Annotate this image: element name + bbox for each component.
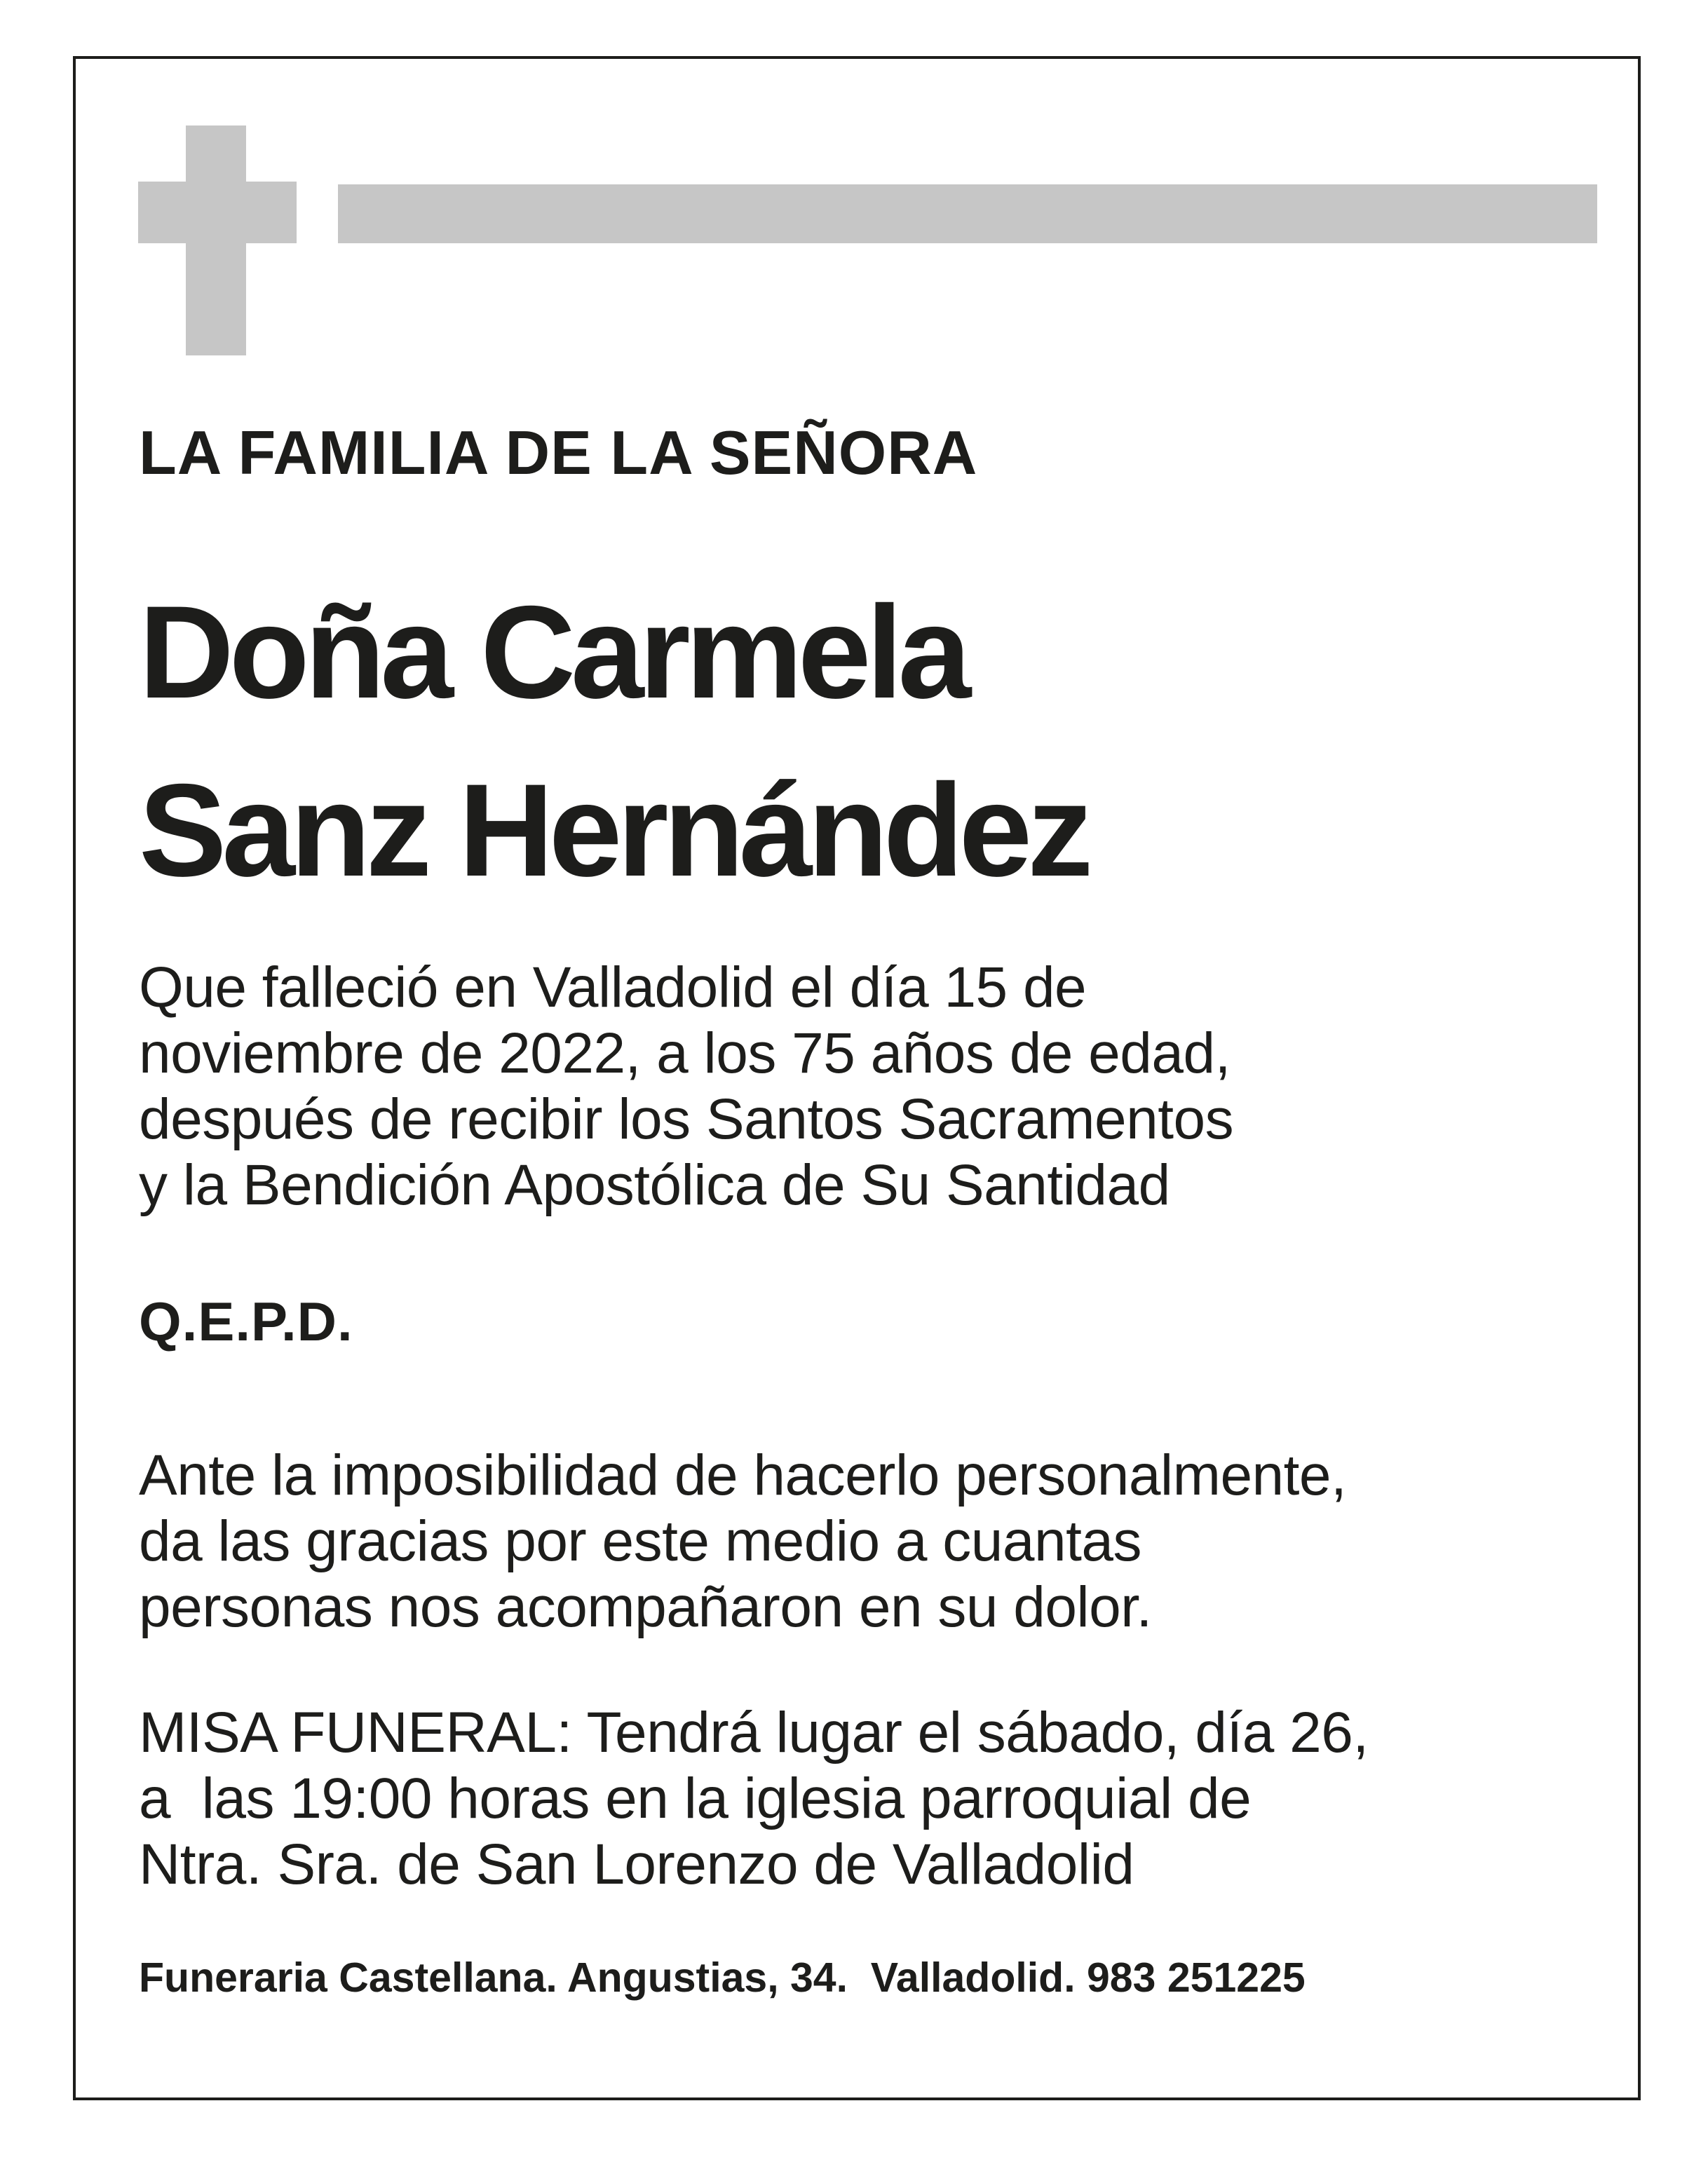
deceased-name-line-2: Sanz Hernández — [139, 756, 1089, 904]
cross-horizontal-bar — [138, 182, 297, 243]
death-paragraph-line: Que falleció en Valladolid el día 15 de — [139, 956, 1087, 1019]
notice-heading: LA FAMILIA DE LA SEÑORA — [139, 418, 978, 487]
funeral-home-footer: Funeraria Castellana. Angustias, 34. Valladolid. 983 251225 — [139, 1954, 1306, 2001]
deceased-name-line-1: Doña Carmela — [139, 578, 967, 726]
thanks-paragraph-line: da las gracias por este medio a cuantas — [139, 1509, 1141, 1573]
death-paragraph-line: después de recibir los Santos Sacramentos — [139, 1087, 1234, 1151]
death-paragraph-line: noviembre de 2022, a los 75 años de edad, — [139, 1021, 1231, 1085]
funeral-paragraph — [139, 1700, 1369, 1898]
thanks-paragraph-line: Ante la imposibilidad de hacerlo personalmente, — [139, 1443, 1347, 1507]
funeral-paragraph-line: MISA FUNERAL: Tendrá lugar el sábado, día 26, — [139, 1701, 1369, 1765]
death-paragraph-line: y la Bendición Apostólica de Su Santidad — [139, 1153, 1170, 1217]
qepd-label: Q.E.P.D. — [139, 1291, 353, 1352]
header-rule-bar — [338, 184, 1597, 243]
funeral-paragraph-line: Ntra. Sra. de San Lorenzo de Valladolid — [139, 1833, 1134, 1896]
thanks-paragraph-line: personas nos acompañaron en su dolor. — [139, 1575, 1152, 1639]
funeral-paragraph-line: a las 19:00 horas en la iglesia parroquial de — [139, 1767, 1252, 1830]
death-paragraph — [139, 955, 1233, 1218]
thanks-paragraph — [139, 1443, 1346, 1640]
